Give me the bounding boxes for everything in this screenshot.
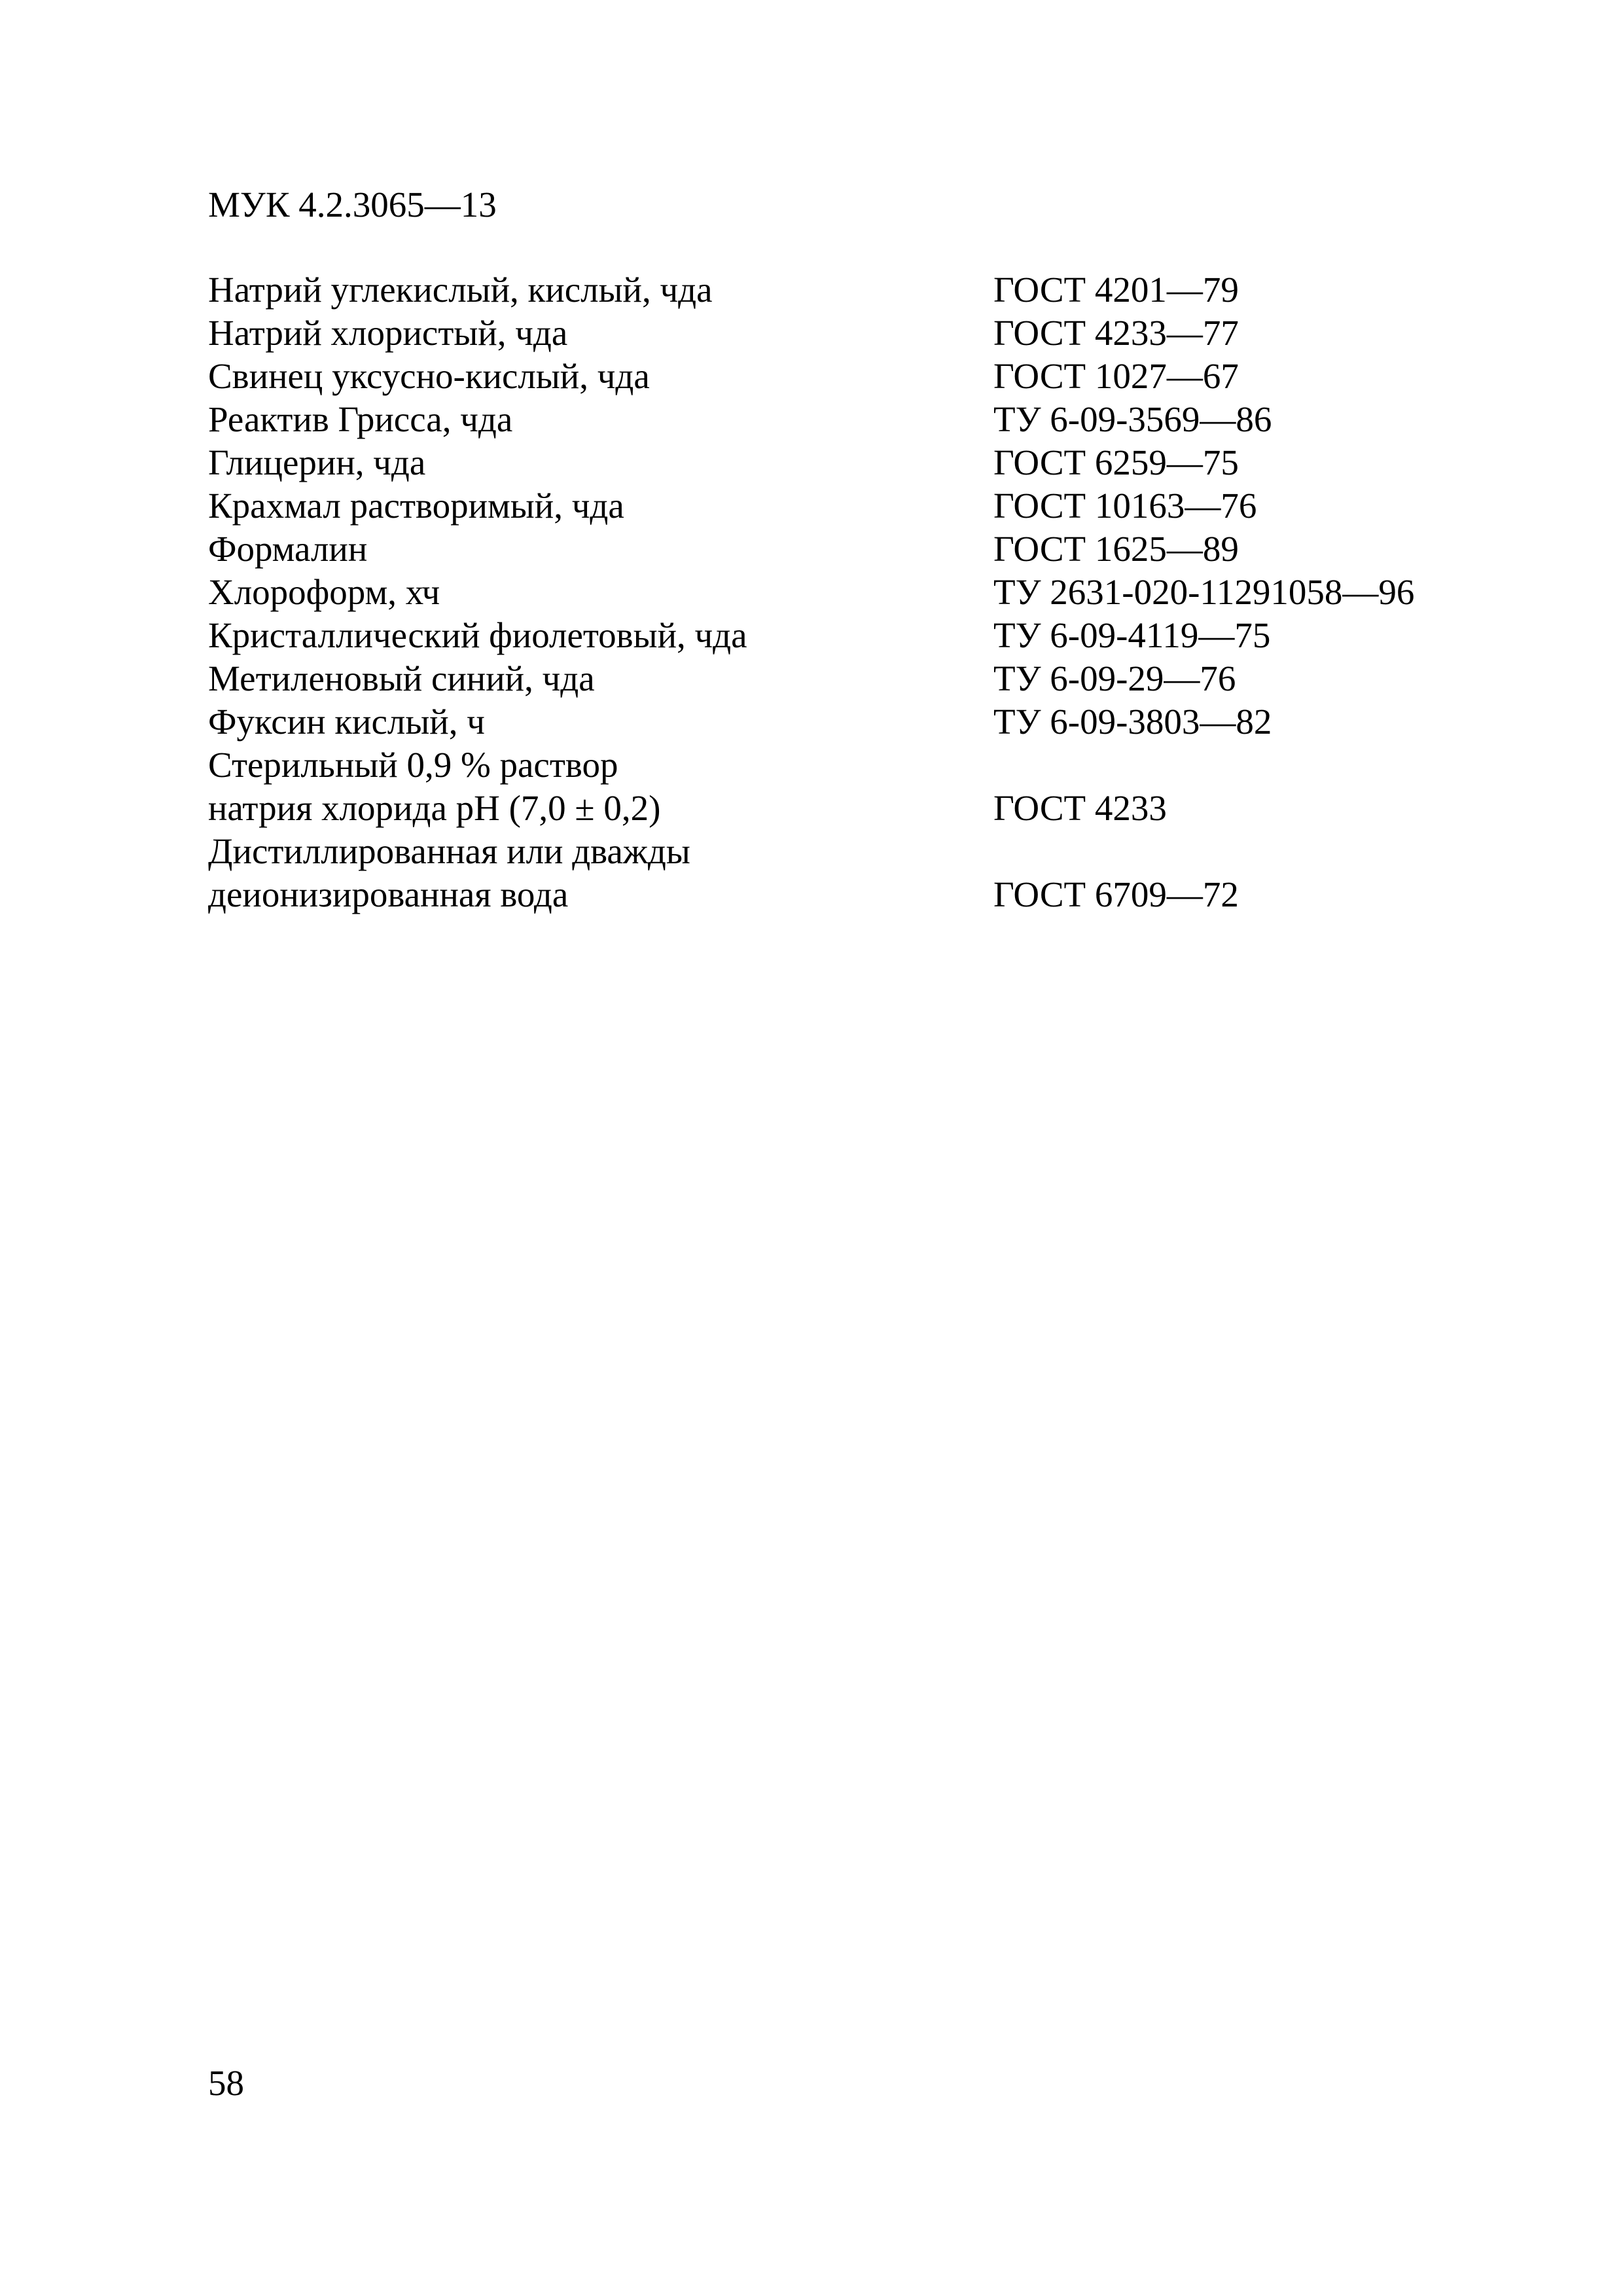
document-code-header: МУК 4.2.3065—13: [208, 185, 497, 224]
reagent-standard: ТУ 6-09-3803—82: [993, 702, 1272, 742]
reagent-standard: ТУ 6-09-4119—75: [993, 615, 1271, 655]
reagent-standard: ГОСТ 6709—72: [993, 874, 1239, 914]
reagent-list: [208, 268, 1517, 916]
reagent-standard: ТУ 6-09-29—76: [993, 658, 1236, 698]
reagent-name: Фуксин кислый, ч: [208, 702, 485, 742]
reagent-name: Крахмал растворимый, чда: [208, 486, 624, 526]
reagent-name: Дистиллированная или дважды деионизированная вода: [208, 831, 690, 914]
reagent-row: [208, 744, 1517, 830]
reagent-row: [208, 830, 1517, 916]
reagent-row: [208, 484, 1517, 528]
reagent-standard: ГОСТ 6259—75: [993, 442, 1239, 482]
reagent-standard: ГОСТ 4233: [993, 788, 1167, 828]
reagent-standard: ГОСТ 4201—79: [993, 270, 1239, 310]
reagent-name: Глицерин, чда: [208, 442, 426, 482]
reagent-standard: ТУ 6-09-3569—86: [993, 399, 1272, 439]
reagent-row: [208, 614, 1517, 657]
reagent-standard: ГОСТ 4233—77: [993, 313, 1239, 353]
reagent-row: [208, 700, 1517, 744]
reagent-row: [208, 441, 1517, 484]
reagent-standard: ГОСТ 1027—67: [993, 356, 1239, 396]
reagent-row: [208, 268, 1517, 312]
reagent-standard: ГОСТ 10163—76: [993, 486, 1257, 526]
reagent-name: Натрий хлористый, чда: [208, 313, 568, 353]
reagent-row: [208, 528, 1517, 571]
page-number: 58: [208, 2063, 244, 2103]
reagent-name: Натрий углекислый, кислый, чда: [208, 270, 713, 310]
reagent-name: Формалин: [208, 529, 368, 569]
reagent-standard: ГОСТ 1625—89: [993, 529, 1239, 569]
reagent-name: Метиленовый синий, чда: [208, 658, 595, 698]
reagent-row: [208, 312, 1517, 355]
reagent-name: Реактив Грисса, чда: [208, 399, 513, 439]
reagent-name: Свинец уксусно-кислый, чда: [208, 356, 650, 396]
reagent-name: Стерильный 0,9 % раствор натрия хлорида pH (7,0 ± 0,2): [208, 745, 661, 828]
reagent-standard: ТУ 2631-020-11291058—96: [993, 572, 1415, 612]
reagent-name: Хлороформ, хч: [208, 572, 440, 612]
reagent-row: [208, 571, 1517, 614]
reagent-name: Кристаллический фиолетовый, чда: [208, 615, 747, 655]
reagent-row: [208, 398, 1517, 441]
reagent-row: [208, 355, 1517, 398]
reagent-row: [208, 657, 1517, 700]
